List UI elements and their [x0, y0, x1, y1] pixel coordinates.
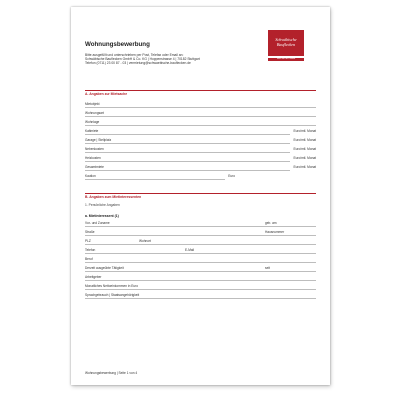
field-label: Kaution — [85, 174, 96, 178]
input-line — [85, 262, 316, 263]
unit-label: Euro/mtl. Monat — [293, 165, 316, 169]
form-row — [85, 266, 316, 275]
field-label: Monatliches Nettoeinkommen in Euro — [85, 284, 138, 288]
form-row — [85, 102, 316, 111]
form-row — [85, 111, 316, 120]
intro-line: Bitte ausgefüllt und unterschrieben per Post, Telefax oder Email an: — [85, 53, 184, 57]
field-label: Straße — [85, 230, 95, 234]
input-line — [85, 253, 316, 254]
input-line — [85, 116, 316, 117]
logo-text-line: Schwäbische — [275, 37, 297, 43]
input-line — [85, 107, 316, 108]
field-label: Derzeit ausgeübte Tätigkeit — [85, 266, 124, 270]
form-row — [85, 174, 235, 183]
field-label: Telefon — [85, 248, 96, 252]
field-label: Sprachgebrauch | Staatsangehörigkeit — [85, 293, 140, 297]
applicant-heading: a. Mietinteressent (1) — [85, 214, 119, 218]
field-label: Wohnungsart — [85, 111, 104, 115]
input-line — [85, 226, 316, 227]
field-label: Mietobjekt — [85, 102, 100, 106]
form-row — [85, 138, 316, 147]
field-label: PLZ — [85, 239, 91, 243]
form-row — [85, 248, 316, 257]
unit-label: Euro/mtl. Monat — [293, 129, 316, 133]
field-label: Wohnort — [139, 239, 151, 243]
unit-label: Euro/mtl. Monat — [293, 156, 316, 160]
form-row — [85, 129, 316, 138]
field-label: Nebenkosten — [85, 147, 104, 151]
form-row — [85, 239, 316, 248]
field-label: geb. am — [265, 221, 277, 225]
input-line — [85, 134, 290, 135]
form-row — [85, 120, 316, 129]
section-b-heading: B. Angaben zum Mietinteressenten — [85, 195, 142, 199]
input-line — [85, 280, 316, 281]
page-footer: Wohnungsbewerbung | Seite 1 von 4 — [85, 371, 138, 375]
intro-block — [85, 53, 200, 66]
input-line — [85, 152, 290, 153]
form-row — [85, 275, 316, 284]
input-line — [85, 170, 290, 171]
company-logo — [268, 30, 304, 56]
form-row — [85, 156, 316, 165]
input-line — [85, 244, 316, 245]
input-line — [85, 143, 290, 144]
logo-text-line: Bauflecken — [276, 42, 296, 47]
input-line — [85, 289, 316, 290]
field-label: Heizkosten — [85, 156, 101, 160]
form-row — [85, 230, 316, 239]
input-line — [85, 161, 290, 162]
input-line — [85, 271, 316, 272]
field-label: Vor- und Zuname — [85, 221, 110, 225]
section-a-rule — [85, 90, 316, 91]
form-row — [85, 257, 316, 266]
unit-label: Euro/mtl. Monat — [293, 138, 316, 142]
form-row — [85, 147, 316, 156]
form-row — [85, 165, 316, 174]
field-label: Garage | Stellplatz — [85, 138, 112, 142]
section-a-heading: A. Angaben zur Mietsache — [85, 92, 128, 96]
form-row — [85, 221, 316, 230]
document-page — [71, 7, 330, 385]
input-line — [85, 298, 316, 299]
intro-line: Telefon (0711) 23 00 87 - 03 | vermietung@schwaebische-bauflecken.de — [85, 61, 191, 66]
unit-label: Euro — [228, 174, 235, 178]
intro-line: Schwäbische Bauflecken GmbH & Co. KG | Hoppenstrasse 4 | 70182 Stuttgart — [85, 57, 200, 62]
field-label: Beruf — [85, 257, 93, 261]
field-label: Arbeitgeber — [85, 275, 102, 279]
field-label: Kaltmiete — [85, 129, 99, 133]
input-line — [85, 125, 316, 126]
field-label: E-Mail — [185, 248, 195, 252]
form-row — [85, 293, 316, 302]
field-label: seit — [265, 266, 270, 270]
input-line — [85, 179, 225, 180]
field-label: Wohnlage — [85, 120, 100, 124]
input-line — [85, 235, 316, 236]
section-b-rule — [85, 193, 316, 194]
logo-band: IMMOBILIEN GMBH — [268, 58, 304, 61]
document-title: Wohnungsbewerbung — [85, 41, 150, 48]
field-label: Hausnummer — [265, 230, 285, 234]
unit-label: Euro/mtl. Monat — [293, 147, 316, 151]
field-label: Gesamtmiete — [85, 165, 104, 169]
form-row — [85, 284, 316, 293]
section-b-subheading: 1. Persönliche Angaben — [85, 203, 120, 207]
